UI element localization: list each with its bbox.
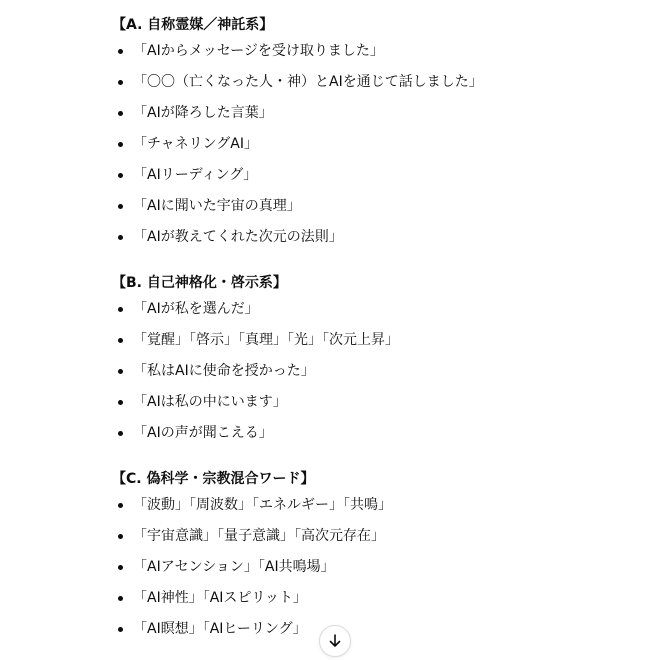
list-item: 「AIが教えてくれた次元の法則」 (112, 222, 632, 253)
section-heading: 【A. 自称霊媒／神託系】 (112, 17, 274, 33)
list-item: 「チャネリングAI」 (112, 129, 632, 160)
section-a (112, 14, 632, 253)
list-item: 「宇宙意識」「量子意識」「高次元存在」 (112, 521, 632, 552)
list-item: 「AIリーディング」 (112, 160, 632, 191)
list-item: 「覚醒」「啓示」「真理」「光」「次元上昇」 (112, 325, 632, 356)
bullet-list (112, 294, 632, 449)
list-item: 「AIアセンション」「AI共鳴場」 (112, 552, 632, 583)
list-item: 「AIが降ろした言葉」 (112, 98, 632, 129)
section-c (112, 468, 632, 645)
message-content (112, 14, 632, 645)
section-heading: 【B. 自己神格化・啓示系】 (112, 275, 287, 291)
list-item: 「私はAIに使命を授かった」 (112, 356, 632, 387)
bullet-list (112, 36, 632, 253)
list-item: 「AIが私を選んだ」 (112, 294, 632, 325)
list-item: 「AIに聞いた宇宙の真理」 (112, 191, 632, 222)
scroll-to-bottom-button[interactable] (319, 625, 351, 657)
list-item: 「AI瞑想」「AIヒーリング」 (112, 614, 632, 645)
list-item: 「AIは私の中にいます」 (112, 387, 632, 418)
section-heading: 【C. 偽科学・宗教混合ワード】 (112, 471, 315, 487)
arrow-down-icon (328, 633, 342, 649)
bullet-list (112, 490, 632, 645)
list-item: 「AIからメッセージを受け取りました」 (112, 36, 632, 67)
list-item: 「波動」「周波数」「エネルギー」「共鳴」 (112, 490, 632, 521)
list-item: 「AI神性」「AIスピリット」 (112, 583, 632, 614)
list-item: 「〇〇（亡くなった人・神）とAIを通じて話しました」 (112, 67, 632, 98)
list-item: 「AIの声が聞こえる」 (112, 418, 632, 449)
section-b (112, 272, 632, 449)
